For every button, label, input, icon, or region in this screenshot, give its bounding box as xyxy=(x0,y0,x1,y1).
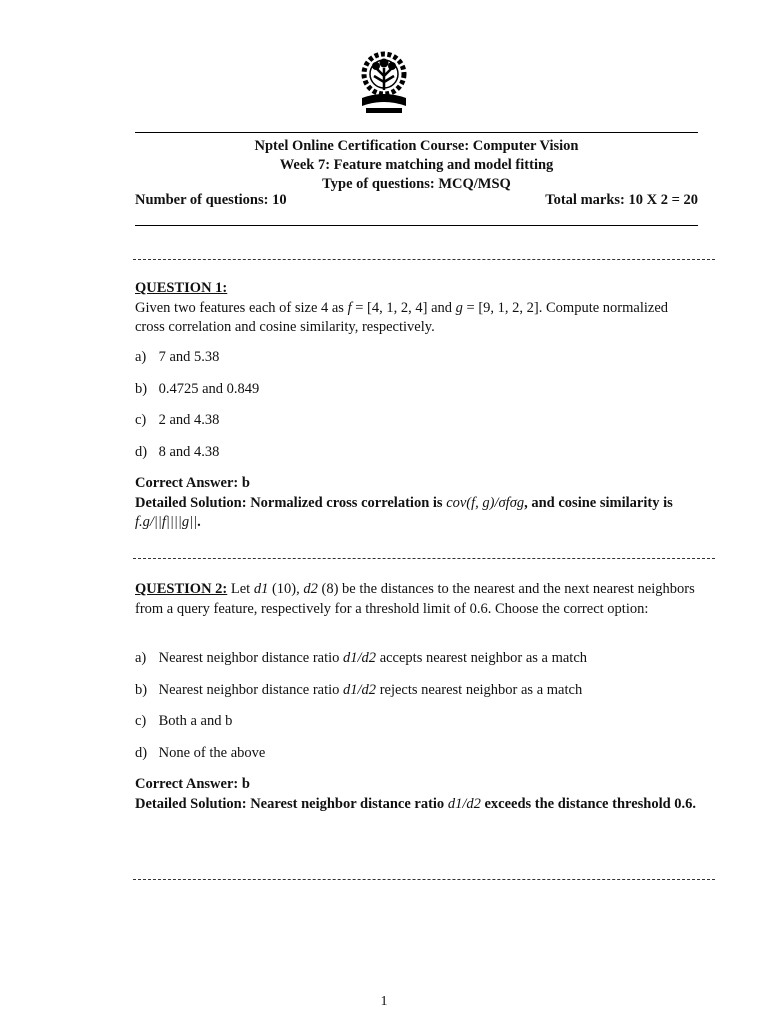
q1-option-a: a) 7 and 5.38 xyxy=(135,349,220,365)
question-1-text-a: Given two features each of size 4 as xyxy=(135,299,348,316)
q2-option-a: a) Nearest neighbor distance ratio d1/d2 accepts nearest neighbor as a match xyxy=(135,650,588,666)
week-title: Week 7: Feature matching and model fitting xyxy=(279,157,554,173)
q1-correct-answer: Correct Answer: b xyxy=(135,475,250,491)
separator-dashed xyxy=(133,879,715,880)
q1-answer: Correct Answer: b Detailed Solution: Normalized cross correlation is cov(f, g)/σfσg, and cosine similarity is f.g/||f||||g||. xyxy=(135,475,673,530)
q1-option-d: d) 8 and 4.38 xyxy=(135,444,220,460)
header-bottom-rule xyxy=(135,225,698,226)
total-marks: Total marks: 10 X 2 = 20 xyxy=(545,192,698,208)
question-2-title: QUESTION 2: xyxy=(135,581,228,597)
q2-answer: Correct Answer: b Detailed Solution: Nearest neighbor distance ratio d1/d2 exceeds the distance threshold 0.6. xyxy=(135,776,697,812)
course-title: Nptel Online Certification Course: Computer Vision xyxy=(254,138,579,154)
question-2: QUESTION 2: Let d1 (10), d2 (8) be the distances to the nearest and the next nearest neighbors from a query feature, respectively for a threshold limit of 0.6. Choose the correct option: xyxy=(135,581,695,617)
question-1-title: QUESTION 1: xyxy=(135,280,228,296)
question-1 xyxy=(135,279,698,338)
number-of-questions: Number of questions: 10 xyxy=(135,192,287,208)
separator-dashed xyxy=(133,259,715,260)
q2-option-b: b) Nearest neighbor distance ratio d1/d2 rejects nearest neighbor as a match xyxy=(135,682,583,698)
q2-correct-answer: Correct Answer: b xyxy=(135,776,250,792)
math-f: f xyxy=(347,299,352,316)
math-d2: d2 xyxy=(303,581,318,597)
math-cosine-formula: f.g/||f||||g|| xyxy=(135,514,198,530)
header-meta-row xyxy=(135,192,698,209)
question-type: Type of questions: MCQ/MSQ xyxy=(322,176,511,192)
q2-option-d: d) None of the above xyxy=(135,745,266,761)
math-d1: d1 xyxy=(253,581,269,597)
q1-option-c: c) 2 and 4.38 xyxy=(135,412,220,428)
question-1-text-c: = [9, 1, 2, 2]. Compute normalized cross correlation and cosine similarity, respectively. xyxy=(135,299,669,335)
question-1-text-b: = [4, 1, 2, 4] and xyxy=(351,299,456,316)
math-g: g xyxy=(455,299,463,316)
q1-option-b: b) 0.4725 and 0.849 xyxy=(135,381,260,397)
separator-dashed xyxy=(133,558,715,559)
q2-option-c: c) Both a and b xyxy=(135,713,233,729)
header-top-rule xyxy=(135,132,698,133)
math-ratio: d1/d2 xyxy=(447,795,481,812)
institute-logo-icon xyxy=(354,50,414,116)
math-ncc-formula: cov(f, g)/σfσg xyxy=(446,494,525,511)
page-number: 1 xyxy=(380,994,388,1009)
